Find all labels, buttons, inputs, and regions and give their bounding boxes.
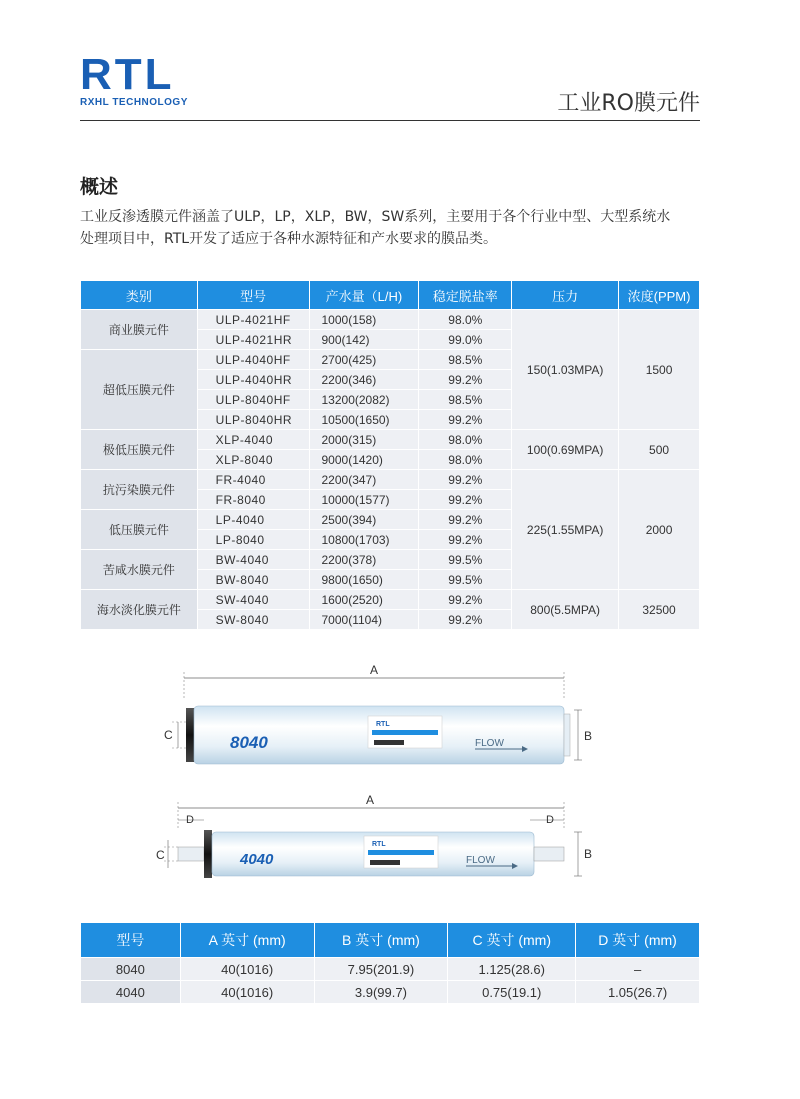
rejection-cell: 99.2%: [419, 530, 512, 550]
end-cap-8040: [186, 708, 194, 762]
rejection-cell: 98.0%: [419, 450, 512, 470]
model-cell: ULP-8040HF: [197, 390, 309, 410]
sticker-brand: RTL: [372, 841, 386, 848]
end-cap-4040: [204, 830, 212, 878]
category-cell: 超低压膜元件: [81, 350, 198, 430]
barcode: [374, 740, 404, 745]
label-b-8040: B: [584, 729, 593, 743]
c-cell: 1.125(28.6): [448, 958, 576, 981]
flow-cell: 900(142): [309, 330, 419, 350]
model-cell: BW-4040: [197, 550, 309, 570]
model-label-8040: 8040: [230, 733, 268, 752]
table-row: [81, 310, 700, 330]
rejection-cell: 98.5%: [419, 390, 512, 410]
flow-cell: 10800(1703): [309, 530, 419, 550]
model-cell: ULP-4040HR: [197, 370, 309, 390]
header-c: C 英寸 (mm): [448, 923, 576, 958]
rejection-cell: 99.2%: [419, 590, 512, 610]
flow-cell: 9000(1420): [309, 450, 419, 470]
header-category: 类别: [81, 281, 198, 310]
flow-cell: 7000(1104): [309, 610, 419, 630]
flow-cell: 10500(1650): [309, 410, 419, 430]
category-cell: 低压膜元件: [81, 510, 198, 550]
flow-cell: 2700(425): [309, 350, 419, 370]
table-row: [81, 430, 700, 450]
element-8040: [164, 663, 592, 764]
model-cell: BW-8040: [197, 570, 309, 590]
overview-text: [80, 206, 710, 250]
label-c-4040: C: [156, 848, 165, 862]
concentration-cell: 32500: [619, 590, 700, 630]
a-cell: 40(1016): [180, 958, 314, 981]
rejection-cell: 99.5%: [419, 550, 512, 570]
overview-line-1: 工业反渗透膜元件涵盖了ULP，LP，XLP，BW，SW系列，主要用于各个行业中型、大型系统水: [80, 209, 671, 225]
label-d-right: D: [546, 814, 554, 826]
pressure-cell: 225(1.55MPA): [512, 470, 619, 590]
flow-cell: 1600(2520): [309, 590, 419, 610]
category-cell: 苦咸水膜元件: [81, 550, 198, 590]
category-cell: 极低压膜元件: [81, 430, 198, 470]
b-cell: 3.9(99.7): [314, 981, 448, 1004]
d-cell: –: [576, 958, 700, 981]
category-cell: 抗污染膜元件: [81, 470, 198, 510]
header-divider: [80, 120, 700, 121]
sticker-brand: RTL: [376, 721, 390, 728]
header-pressure: 压力: [512, 281, 619, 310]
end-ring-8040: [564, 714, 570, 756]
product-tube-right: [534, 847, 564, 861]
spec-table: [80, 280, 700, 630]
spec-table-header: [81, 281, 700, 310]
model-cell: LP-8040: [197, 530, 309, 550]
product-tube-left: [178, 847, 204, 861]
model-cell: XLP-4040: [197, 430, 309, 450]
dimension-table-header: [81, 923, 700, 958]
model-cell: FR-4040: [197, 470, 309, 490]
a-cell: 40(1016): [180, 981, 314, 1004]
header-a: A 英寸 (mm): [180, 923, 314, 958]
header-model: 型号: [197, 281, 309, 310]
model-cell: XLP-8040: [197, 450, 309, 470]
overview-line-2: 处理项目中，RTL开发了适应于各种水源特征和产水要求的膜品类。: [80, 231, 498, 247]
pressure-cell: 150(1.03MPA): [512, 310, 619, 430]
barcode: [370, 860, 400, 865]
rejection-cell: 98.0%: [419, 430, 512, 450]
model-cell: LP-4040: [197, 510, 309, 530]
rejection-cell: 99.2%: [419, 610, 512, 630]
model-cell: 8040: [81, 958, 181, 981]
table-row: [81, 981, 700, 1004]
model-cell: ULP-4021HR: [197, 330, 309, 350]
sticker-band: [368, 850, 434, 855]
rejection-cell: 99.2%: [419, 370, 512, 390]
flow-cell: 10000(1577): [309, 490, 419, 510]
logo-subtitle: RXHL TECHNOLOGY: [80, 97, 188, 108]
company-logo: [80, 50, 188, 108]
concentration-cell: 500: [619, 430, 700, 470]
flow-cell: 13200(2082): [309, 390, 419, 410]
model-cell: ULP-4040HF: [197, 350, 309, 370]
b-cell: 7.95(201.9): [314, 958, 448, 981]
logo-text: RTL: [80, 50, 175, 99]
header-d: D 英寸 (mm): [576, 923, 700, 958]
label-a-4040: A: [365, 793, 375, 807]
header-model: 型号: [81, 923, 181, 958]
label-c-8040: C: [164, 728, 173, 742]
rejection-cell: 99.2%: [419, 490, 512, 510]
label-d-left: D: [186, 814, 194, 826]
flow-cell: 1000(158): [309, 310, 419, 330]
concentration-cell: 2000: [619, 470, 700, 590]
model-label-4040: 4040: [240, 851, 274, 868]
sticker-band: [372, 730, 438, 735]
label-b-4040: B: [584, 847, 593, 861]
overview-heading: 概述: [80, 176, 119, 198]
header-b: B 英寸 (mm): [314, 923, 448, 958]
model-cell: SW-8040: [197, 610, 309, 630]
header-flow: 产水量（L/H): [309, 281, 419, 310]
rejection-cell: 99.2%: [419, 470, 512, 490]
flow-cell: 2500(394): [309, 510, 419, 530]
rejection-cell: 99.2%: [419, 510, 512, 530]
category-cell: 海水淡化膜元件: [81, 590, 198, 630]
dimension-table: [80, 922, 700, 1004]
d-cell: 1.05(26.7): [576, 981, 700, 1004]
concentration-cell: 1500: [619, 310, 700, 430]
flow-label-8040: FLOW: [475, 738, 504, 749]
flow-cell: 2000(315): [309, 430, 419, 450]
flow-cell: 2200(378): [309, 550, 419, 570]
model-cell: FR-8040: [197, 490, 309, 510]
c-cell: 0.75(19.1): [448, 981, 576, 1004]
label-a-8040: A: [369, 663, 379, 677]
flow-cell: 2200(346): [309, 370, 419, 390]
flow-label-4040: FLOW: [466, 855, 495, 866]
pressure-cell: 800(5.5MPA): [512, 590, 619, 630]
rejection-cell: 99.5%: [419, 570, 512, 590]
pressure-cell: 100(0.69MPA): [512, 430, 619, 470]
page-title: 工业RO膜元件: [557, 91, 700, 116]
rejection-cell: 98.5%: [419, 350, 512, 370]
rejection-cell: 99.2%: [419, 410, 512, 430]
model-cell: ULP-4021HF: [197, 310, 309, 330]
table-row: [81, 590, 700, 610]
header-concentration: 浓度(PPM): [619, 281, 700, 310]
rejection-cell: 99.0%: [419, 330, 512, 350]
model-cell: 4040: [81, 981, 181, 1004]
table-row: [81, 958, 700, 981]
rejection-cell: 98.0%: [419, 310, 512, 330]
header-rejection: 稳定脱盐率: [419, 281, 512, 310]
flow-cell: 2200(347): [309, 470, 419, 490]
category-cell: 商业膜元件: [81, 310, 198, 350]
model-cell: ULP-8040HR: [197, 410, 309, 430]
membrane-dimension-diagram: [150, 660, 620, 890]
table-row: [81, 470, 700, 490]
flow-cell: 9800(1650): [309, 570, 419, 590]
model-cell: SW-4040: [197, 590, 309, 610]
element-4040: [156, 793, 592, 878]
